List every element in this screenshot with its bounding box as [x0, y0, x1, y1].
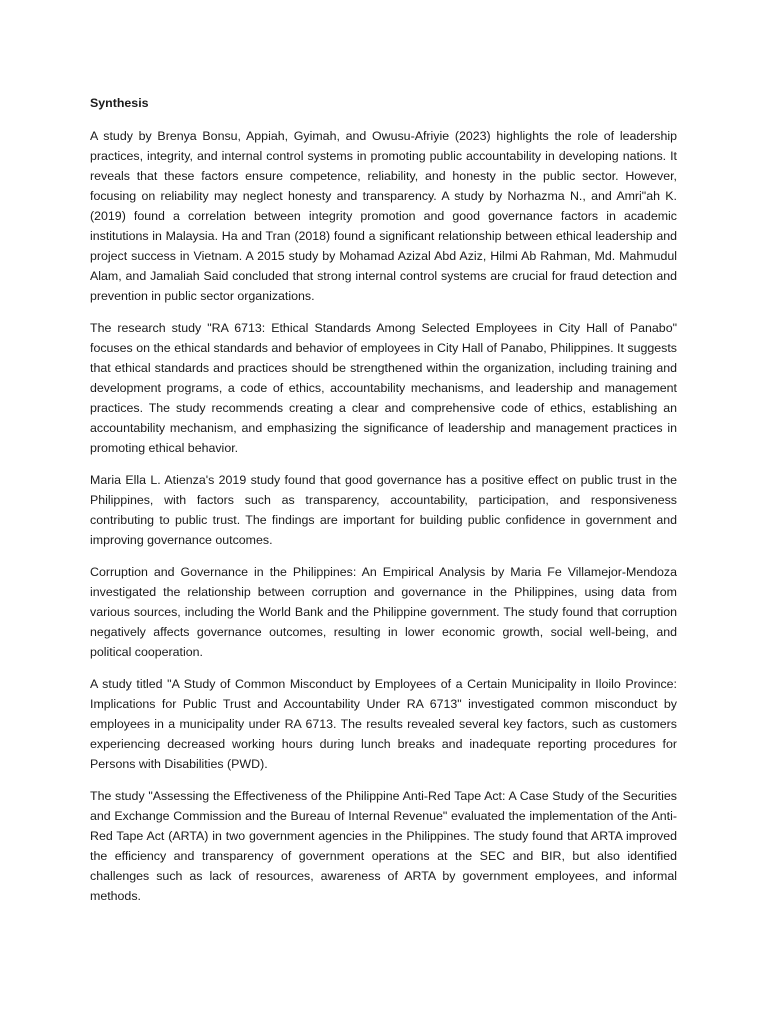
paragraph-5: A study titled "A Study of Common Misconduct by Employees of a Certain Municipality in Iloilo Province: Implications for Public Trust and Accountability Under RA 6713" investigated common misconduct by employees in a municipality under RA 6713. The results revealed several key factors, such as customers experiencing decreased working hours during lunch breaks and inadequate reporting procedures for Persons with Disabilities (PWD).	[90, 677, 677, 771]
paragraph-6: The study "Assessing the Effectiveness of the Philippine Anti-Red Tape Act: A Case Study of the Securities and Exchange Commission and the Bureau of Internal Revenue" evaluated the implementation of the Anti-Red Tape Act (ARTA) in two government agencies in the Philippines. The study found that ARTA improved the efficiency and transparency of government operations at the SEC and BIR, but also identified challenges such as lack of resources, awareness of ARTA by government employees, and informal methods.	[90, 789, 677, 903]
paragraph-1: A study by Brenya Bonsu, Appiah, Gyimah, and Owusu-Afriyie (2023) highlights the role of leadership practices, integrity, and internal control systems in promoting public accountability in developing nations. It reveals that these factors ensure competence, reliability, and honesty in the public sector. However, focusing on reliability may neglect honesty and transparency. A study by Norhazma N., and Amri"ah K. (2019) found a correlation between integrity promotion and good governance factors in academic institutions in Malaysia. Ha and Tran (2018) found a significant relationship between ethical leadership and project success in Vietnam. A 2015 study by Mohamad Azizal Abd Aziz, Hilmi Ab Rahman, Md. Mahmudul Alam, and Jamaliah Said concluded that strong internal control systems are crucial for fraud detection and prevention in public sector organizations.	[90, 129, 677, 303]
section-heading: Synthesis	[90, 96, 149, 110]
paragraph-4: Corruption and Governance in the Philippines: An Empirical Analysis by Maria Fe Villamejor-Mendoza investigated the relationship between corruption and governance in the Philippines, using data from various sources, including the World Bank and the Philippine government. The study found that corruption negatively affects governance outcomes, resulting in lower economic growth, social well-being, and political cooperation.	[90, 565, 677, 659]
document-body	[90, 93, 677, 918]
paragraph-2: The research study "RA 6713: Ethical Standards Among Selected Employees in City Hall of Panabo" focuses on the ethical standards and behavior of employees in City Hall of Panabo, Philippines. It suggests that ethical standards and practices should be strengthened within the organization, including training and development programs, a code of ethics, accountability mechanisms, and leadership and management practices. The study recommends creating a clear and comprehensive code of ethics, establishing an accountability mechanism, and emphasizing the significance of leadership and management practices in promoting ethical behavior.	[90, 321, 677, 455]
paragraph-3: Maria Ella L. Atienza's 2019 study found that good governance has a positive effect on public trust in the Philippines, with factors such as transparency, accountability, participation, and responsiveness contributing to public trust. The findings are important for building public confidence in government and improving governance outcomes.	[90, 473, 677, 547]
